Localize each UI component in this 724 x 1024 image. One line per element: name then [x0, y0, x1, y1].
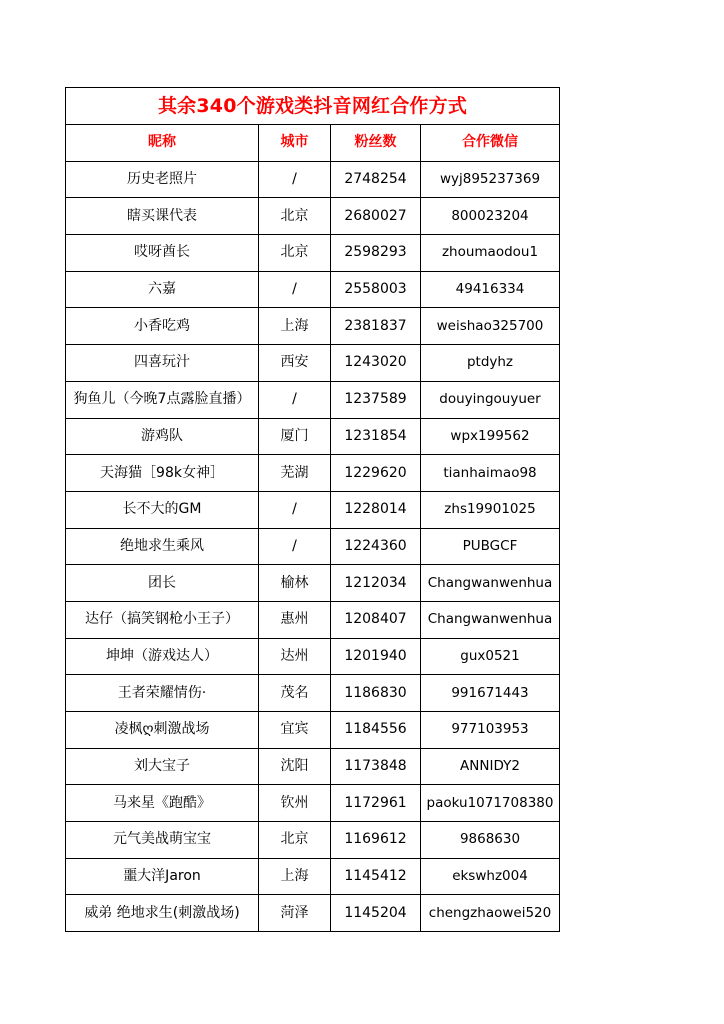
cell-nickname: 元气美战萌宝宝 [66, 822, 259, 859]
table-body [66, 161, 560, 931]
cell-wechat: douyingouyuer [421, 381, 560, 418]
cell-city: 菏泽 [259, 895, 331, 932]
cell-nickname: 六嘉 [66, 271, 259, 308]
table-row [66, 712, 560, 749]
cell-fans: 1208407 [331, 601, 421, 638]
cell-city: 芜湖 [259, 455, 331, 492]
cell-fans: 1184556 [331, 712, 421, 749]
cell-city: 榆林 [259, 565, 331, 602]
table-row [66, 271, 560, 308]
table-row [66, 565, 560, 602]
table-row [66, 491, 560, 528]
cell-wechat: gux0521 [421, 638, 560, 675]
cell-nickname: 狗鱼儿（今晚7点露脸直播） [66, 381, 259, 418]
cell-wechat: wyj895237369 [421, 161, 560, 198]
cell-wechat: zhoumaodou1 [421, 235, 560, 272]
cell-fans: 2680027 [331, 198, 421, 235]
cell-fans: 1173848 [331, 748, 421, 785]
cell-nickname: 坤坤（游戏达人） [66, 638, 259, 675]
cell-wechat: 9868630 [421, 822, 560, 859]
table-row [66, 822, 560, 859]
header-row [66, 125, 560, 162]
cell-fans: 1212034 [331, 565, 421, 602]
cell-fans: 2748254 [331, 161, 421, 198]
cell-nickname: 哎呀酋长 [66, 235, 259, 272]
cell-city: 北京 [259, 822, 331, 859]
cell-nickname: 达仔（搞笑钢枪小王子） [66, 601, 259, 638]
cell-city: 上海 [259, 308, 331, 345]
cell-wechat: ptdyhz [421, 345, 560, 382]
header-city: 城市 [259, 125, 331, 162]
cell-wechat: Changwanwenhua [421, 601, 560, 638]
cell-fans: 1172961 [331, 785, 421, 822]
cell-nickname: 历史老照片 [66, 161, 259, 198]
cell-nickname: 凌枫ღ刺激战场 [66, 712, 259, 749]
cell-fans: 1231854 [331, 418, 421, 455]
cell-wechat: weishao325700 [421, 308, 560, 345]
cell-city: 钦州 [259, 785, 331, 822]
cell-city: 北京 [259, 235, 331, 272]
cell-fans: 1229620 [331, 455, 421, 492]
table-row [66, 675, 560, 712]
header-fans: 粉丝数 [331, 125, 421, 162]
table-row [66, 381, 560, 418]
cell-city: 惠州 [259, 601, 331, 638]
table-row [66, 895, 560, 932]
table-title: 其余340个游戏类抖音网红合作方式 [66, 88, 560, 125]
cell-city: 沈阳 [259, 748, 331, 785]
cell-nickname: 团长 [66, 565, 259, 602]
cell-city: 宜宾 [259, 712, 331, 749]
cell-wechat: 977103953 [421, 712, 560, 749]
cell-city: 茂名 [259, 675, 331, 712]
cell-city: 西安 [259, 345, 331, 382]
cell-wechat: Changwanwenhua [421, 565, 560, 602]
table-row [66, 418, 560, 455]
table-row [66, 638, 560, 675]
cell-fans: 1228014 [331, 491, 421, 528]
cell-city: 上海 [259, 858, 331, 895]
table-row [66, 198, 560, 235]
cell-nickname: 瞎买课代表 [66, 198, 259, 235]
table-row [66, 785, 560, 822]
influencer-table [65, 87, 560, 932]
cell-fans: 1145204 [331, 895, 421, 932]
cell-wechat: chengzhaowei520 [421, 895, 560, 932]
cell-nickname: 威弟 绝地求生(刺激战场) [66, 895, 259, 932]
table-row [66, 748, 560, 785]
cell-nickname: 游鸡队 [66, 418, 259, 455]
cell-nickname: 马来星《跑酷》 [66, 785, 259, 822]
cell-fans: 1237589 [331, 381, 421, 418]
cell-city: / [259, 161, 331, 198]
cell-fans: 1201940 [331, 638, 421, 675]
cell-wechat: 991671443 [421, 675, 560, 712]
table-row [66, 161, 560, 198]
cell-nickname: 四喜玩汁 [66, 345, 259, 382]
table-row [66, 345, 560, 382]
cell-city: / [259, 381, 331, 418]
cell-fans: 1224360 [331, 528, 421, 565]
cell-city: / [259, 491, 331, 528]
cell-wechat: PUBGCF [421, 528, 560, 565]
cell-city: 北京 [259, 198, 331, 235]
cell-nickname: 绝地求生乘风 [66, 528, 259, 565]
cell-wechat: 49416334 [421, 271, 560, 308]
cell-city: / [259, 271, 331, 308]
cell-fans: 1243020 [331, 345, 421, 382]
cell-wechat: 800023204 [421, 198, 560, 235]
cell-wechat: ANNIDY2 [421, 748, 560, 785]
table-row [66, 601, 560, 638]
cell-nickname: 王者荣耀情伤· [66, 675, 259, 712]
cell-fans: 2381837 [331, 308, 421, 345]
cell-fans: 1186830 [331, 675, 421, 712]
header-nickname: 昵称 [66, 125, 259, 162]
table-row [66, 528, 560, 565]
cell-fans: 2558003 [331, 271, 421, 308]
header-wechat: 合作微信 [421, 125, 560, 162]
table-row [66, 455, 560, 492]
cell-fans: 1169612 [331, 822, 421, 859]
cell-wechat: paoku1071708380 [421, 785, 560, 822]
cell-wechat: wpx199562 [421, 418, 560, 455]
cell-city: 厦门 [259, 418, 331, 455]
cell-nickname: 噩大洋Jaron [66, 858, 259, 895]
table-row [66, 858, 560, 895]
cell-city: 达州 [259, 638, 331, 675]
cell-fans: 2598293 [331, 235, 421, 272]
cell-nickname: 长不大的GM [66, 491, 259, 528]
cell-nickname: 小香吃鸡 [66, 308, 259, 345]
cell-wechat: ekswhz004 [421, 858, 560, 895]
cell-nickname: 天海猫［98k女神］ [66, 455, 259, 492]
cell-fans: 1145412 [331, 858, 421, 895]
cell-wechat: tianhaimao98 [421, 455, 560, 492]
cell-city: / [259, 528, 331, 565]
cell-nickname: 刘大宝子 [66, 748, 259, 785]
table-row [66, 308, 560, 345]
table-row [66, 235, 560, 272]
title-row [66, 88, 560, 125]
cell-wechat: zhs19901025 [421, 491, 560, 528]
